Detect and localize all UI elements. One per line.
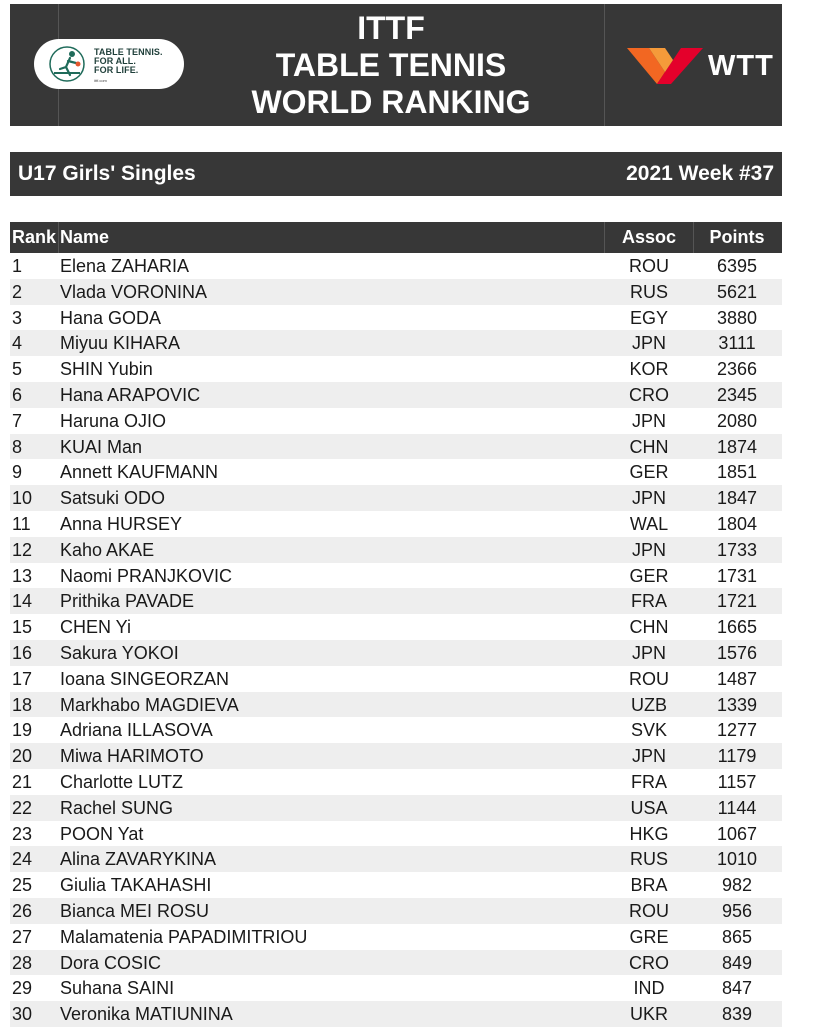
points-cell: 1010 bbox=[716, 849, 758, 870]
rank-cell: 11 bbox=[12, 513, 31, 534]
rank-cell: 29 bbox=[12, 978, 33, 999]
points-cell: 1067 bbox=[716, 823, 758, 844]
table-row bbox=[10, 330, 782, 356]
column-header-assoc: Assoc bbox=[621, 227, 677, 247]
points-cell: 2345 bbox=[716, 384, 758, 405]
assoc-cell: ROU bbox=[629, 256, 669, 276]
points-cell: 1733 bbox=[716, 539, 758, 560]
column-header-rank: Rank bbox=[12, 227, 57, 247]
table-row bbox=[10, 1001, 782, 1027]
page-title: ITTF TABLE TENNIS WORLD RANKING bbox=[251, 10, 531, 120]
rank-cell: 27 bbox=[12, 926, 33, 947]
wtt-chevron-icon bbox=[627, 46, 705, 86]
points-cell: 1179 bbox=[717, 746, 757, 767]
table-row bbox=[10, 717, 782, 743]
name-cell: Markhabo MAGDIEVA bbox=[60, 694, 239, 715]
assoc-cell: RUS bbox=[629, 281, 668, 302]
table-row bbox=[10, 382, 782, 408]
column-header-points: Points bbox=[709, 227, 765, 247]
table-row bbox=[10, 640, 782, 666]
name-cell: Kaho AKAE bbox=[60, 539, 155, 560]
name-cell: Charlotte LUTZ bbox=[60, 771, 184, 792]
table-row bbox=[10, 614, 782, 640]
assoc-cell: HKG bbox=[629, 823, 669, 844]
rank-cell: 16 bbox=[12, 642, 33, 663]
assoc-cell: CHN bbox=[629, 436, 669, 457]
name-cell: Miwa HARIMOTO bbox=[60, 746, 204, 767]
assoc-cell: JPN bbox=[631, 746, 666, 767]
points-cell: 3880 bbox=[716, 307, 758, 328]
points-cell: 1804 bbox=[716, 513, 758, 534]
table-row bbox=[10, 563, 782, 589]
rank-cell: 1 bbox=[12, 256, 23, 276]
assoc-cell: WAL bbox=[629, 513, 669, 534]
points-cell: 956 bbox=[721, 900, 753, 921]
rank-cell: 23 bbox=[12, 823, 33, 844]
points-cell: 1874 bbox=[716, 436, 758, 457]
name-cell: Naomi PRANJKOVIC bbox=[60, 565, 233, 586]
assoc-cell: FRA bbox=[631, 771, 667, 792]
points-cell: 1847 bbox=[716, 488, 758, 509]
name-cell: Suhana SAINI bbox=[60, 978, 175, 999]
table-row bbox=[10, 434, 782, 460]
rank-cell: 9 bbox=[12, 462, 23, 483]
category-bar bbox=[10, 152, 782, 196]
points-cell: 2366 bbox=[716, 359, 758, 380]
header-banner bbox=[10, 4, 782, 126]
assoc-cell: ROU bbox=[629, 900, 669, 921]
name-cell: Vlada VORONINA bbox=[60, 281, 208, 302]
name-cell: Miyuu KIHARA bbox=[60, 333, 181, 354]
column-header-name: Name bbox=[60, 227, 110, 247]
table-row bbox=[10, 975, 782, 1001]
table-body bbox=[10, 253, 782, 1027]
assoc-cell: CHN bbox=[629, 617, 669, 638]
rank-cell: 19 bbox=[12, 720, 33, 741]
points-cell: 865 bbox=[721, 926, 753, 947]
assoc-cell: IND bbox=[633, 978, 665, 999]
name-cell: Adriana ILLASOVA bbox=[60, 720, 213, 741]
name-cell: KUAI Man bbox=[60, 436, 143, 457]
table-row bbox=[10, 821, 782, 847]
rank-cell: 6 bbox=[12, 384, 23, 405]
table-row bbox=[10, 459, 782, 485]
rank-cell: 20 bbox=[12, 746, 33, 767]
table-row bbox=[10, 356, 782, 382]
assoc-cell: RUS bbox=[629, 849, 668, 870]
table-row bbox=[10, 898, 782, 924]
table-row bbox=[10, 253, 782, 279]
rank-cell: 28 bbox=[12, 952, 33, 973]
table-row bbox=[10, 924, 782, 950]
rank-cell: 8 bbox=[12, 436, 23, 457]
table-row bbox=[10, 743, 782, 769]
table-row bbox=[10, 666, 782, 692]
table-row bbox=[10, 279, 782, 305]
name-cell: Elena ZAHARIA bbox=[60, 256, 190, 276]
points-cell: 1665 bbox=[716, 617, 758, 638]
name-cell: Sakura YOKOI bbox=[60, 642, 179, 663]
column-divider bbox=[58, 222, 59, 253]
points-cell: 6395 bbox=[716, 256, 758, 276]
points-cell: 1339 bbox=[716, 694, 758, 715]
points-cell: 1576 bbox=[716, 642, 758, 663]
assoc-cell: JPN bbox=[631, 410, 666, 431]
assoc-cell: CRO bbox=[629, 384, 669, 405]
name-cell: Rachel SUNG bbox=[60, 797, 174, 818]
points-cell: 1144 bbox=[717, 797, 757, 818]
assoc-cell: JPN bbox=[631, 642, 666, 663]
table-header bbox=[10, 222, 782, 253]
points-cell: 849 bbox=[721, 952, 753, 973]
rank-cell: 12 bbox=[12, 539, 33, 560]
points-cell: 3111 bbox=[718, 333, 756, 354]
assoc-cell: JPN bbox=[631, 488, 666, 509]
table-row bbox=[10, 511, 782, 537]
points-cell: 839 bbox=[721, 1004, 753, 1025]
assoc-cell: UKR bbox=[629, 1004, 668, 1025]
rank-cell: 4 bbox=[12, 333, 23, 354]
assoc-cell: EGY bbox=[629, 307, 668, 328]
name-cell: Alina ZAVARYKINA bbox=[60, 849, 217, 870]
name-cell: Malamatenia PAPADIMITRIOU bbox=[60, 926, 308, 947]
name-cell: Hana ARAPOVIC bbox=[60, 384, 201, 405]
name-cell: Giulia TAKAHASHI bbox=[60, 875, 212, 896]
rank-cell: 18 bbox=[12, 694, 33, 715]
name-cell: POON Yat bbox=[60, 823, 144, 844]
table-row bbox=[10, 485, 782, 511]
rank-cell: 15 bbox=[12, 617, 33, 638]
rank-cell: 17 bbox=[12, 668, 33, 689]
table-row bbox=[10, 305, 782, 331]
rank-cell: 10 bbox=[12, 488, 33, 509]
name-cell: Haruna OJIO bbox=[60, 410, 167, 431]
assoc-cell: GER bbox=[629, 565, 669, 586]
name-cell: Annett KAUFMANN bbox=[60, 462, 219, 483]
points-cell: 1851 bbox=[716, 462, 758, 483]
points-cell: 5621 bbox=[716, 281, 758, 302]
rank-cell: 30 bbox=[12, 1004, 33, 1025]
ittf-player-icon bbox=[48, 45, 86, 83]
ittf-tagline: TABLE TENNIS. FOR ALL. FOR LIFE. bbox=[94, 47, 163, 75]
name-cell: Ioana SINGEORZAN bbox=[60, 668, 230, 689]
points-cell: 1731 bbox=[716, 565, 758, 586]
ittf-url: ittf.com bbox=[94, 78, 107, 83]
table-row bbox=[10, 692, 782, 718]
assoc-cell: JPN bbox=[631, 333, 666, 354]
wtt-logo-text: WTT bbox=[708, 50, 774, 82]
category-label: U17 Girls' Singles bbox=[18, 162, 196, 185]
name-cell: Dora COSIC bbox=[60, 952, 162, 973]
points-cell: 1157 bbox=[717, 771, 757, 792]
name-cell: Anna HURSEY bbox=[60, 513, 183, 534]
rank-cell: 2 bbox=[12, 281, 23, 302]
assoc-cell: BRA bbox=[630, 875, 668, 896]
assoc-cell: USA bbox=[630, 797, 668, 818]
assoc-cell: CRO bbox=[629, 952, 669, 973]
points-cell: 982 bbox=[721, 875, 753, 896]
rank-cell: 3 bbox=[12, 307, 23, 328]
assoc-cell: KOR bbox=[629, 359, 669, 380]
name-cell: CHEN Yi bbox=[60, 617, 132, 638]
name-cell: Bianca MEI ROSU bbox=[60, 900, 210, 921]
ittf-logo bbox=[34, 39, 184, 89]
table-row bbox=[10, 537, 782, 563]
rank-cell: 14 bbox=[12, 591, 33, 612]
table-row bbox=[10, 408, 782, 434]
rank-cell: 7 bbox=[12, 410, 23, 431]
table-row bbox=[10, 769, 782, 795]
assoc-cell: ROU bbox=[629, 668, 669, 689]
name-cell: SHIN Yubin bbox=[60, 359, 153, 380]
name-cell: Satsuki ODO bbox=[60, 488, 166, 509]
rank-cell: 26 bbox=[12, 900, 33, 921]
assoc-cell: FRA bbox=[631, 591, 667, 612]
table-row bbox=[10, 795, 782, 821]
table-row bbox=[10, 588, 782, 614]
rank-cell: 13 bbox=[12, 565, 33, 586]
table-row bbox=[10, 872, 782, 898]
points-cell: 1487 bbox=[716, 668, 758, 689]
rank-cell: 24 bbox=[12, 849, 33, 870]
rank-cell: 21 bbox=[12, 771, 33, 792]
assoc-cell: JPN bbox=[631, 539, 666, 560]
name-cell: Hana GODA bbox=[60, 307, 162, 328]
assoc-cell: GRE bbox=[629, 926, 669, 947]
ranking-period: 2021 Week #37 bbox=[626, 162, 774, 185]
table-row bbox=[10, 846, 782, 872]
rank-cell: 5 bbox=[12, 359, 23, 380]
points-cell: 847 bbox=[721, 978, 753, 999]
points-cell: 1277 bbox=[716, 720, 758, 741]
name-cell: Veronika MATIUNINA bbox=[60, 1004, 233, 1025]
points-cell: 2080 bbox=[716, 410, 758, 431]
ranking-table bbox=[10, 222, 782, 1027]
assoc-cell: UZB bbox=[631, 694, 667, 715]
points-cell: 1721 bbox=[716, 591, 758, 612]
assoc-cell: SVK bbox=[630, 720, 668, 741]
rank-cell: 22 bbox=[12, 797, 33, 818]
name-cell: Prithika PAVADE bbox=[60, 591, 195, 612]
assoc-cell: GER bbox=[629, 462, 669, 483]
table-row bbox=[10, 950, 782, 976]
rank-cell: 25 bbox=[12, 875, 33, 896]
